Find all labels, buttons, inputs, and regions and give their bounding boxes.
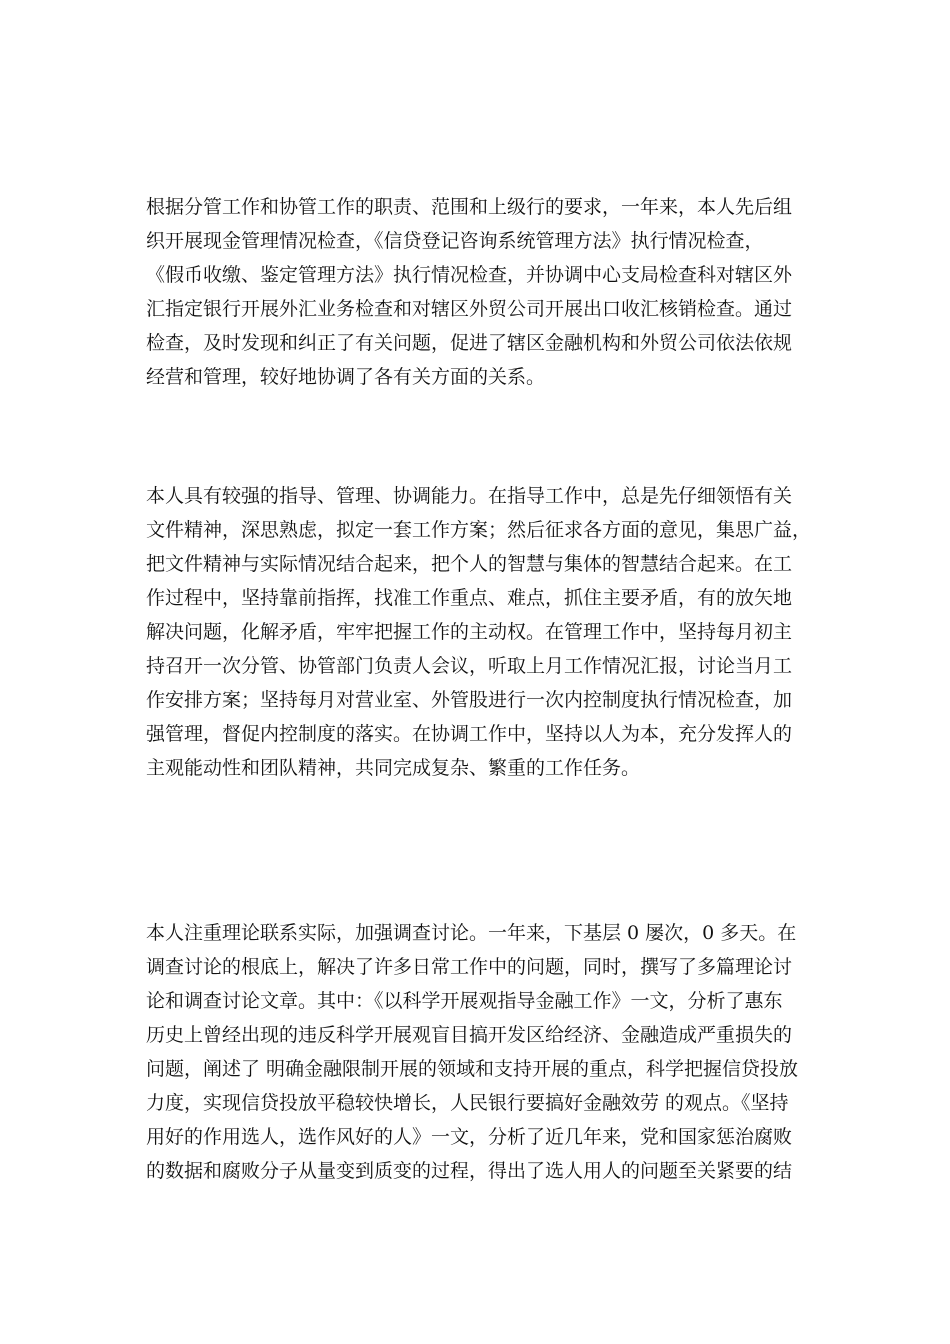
- paragraph-line: 持召开一次分管、协管部门负责人会议，听取上月工作情况汇报，讨论当月工: [146, 655, 793, 677]
- paragraph-line: 解决问题，化解矛盾，牢牢把握工作的主动权。在管理工作中，坚持每月初主: [146, 621, 793, 643]
- paragraph-line: 论和调查讨论文章。其中：《以科学开展观指导金融工作》一文，分析了惠东: [146, 990, 783, 1012]
- paragraph-theory-research: [146, 916, 806, 1188]
- paragraph-line: 把文件精神与实际情况结合起来，把个人的智慧与集体的智慧结合起来。在工: [146, 553, 793, 575]
- paragraph-line: 问题，阐述了 明确金融限制开展的领域和支持开展的重点，科学把握信贷投放: [146, 1058, 799, 1080]
- paragraph-line: 经营和管理，较好地协调了各有关方面的关系。: [146, 366, 546, 388]
- paragraph-line: 根据分管工作和协管工作的职责、范围和上级行的要求，一年来，本人先后组: [146, 196, 793, 218]
- paragraph-line: 文件精神，深思熟虑，拟定一套工作方案；然后征求各方面的意见，集思广益，: [146, 519, 812, 541]
- paragraph-line: 《假币收缴、鉴定管理方法》执行情况检查，并协调中心支局检查科对辖区外: [146, 264, 793, 286]
- paragraph-line: 作安排方案；坚持每月对营业室、外管股进行一次内控制度执行情况检查，加: [146, 689, 793, 711]
- paragraph-line: 检查，及时发现和纠正了有关问题，促进了辖区金融机构和外贸公司依法依规: [146, 332, 793, 354]
- paragraph-line: 的数据和腐败分子从量变到质变的过程，得出了选人用人的问题至关紧要的结: [146, 1160, 793, 1182]
- paragraph-line: 织开展现金管理情况检查，《信贷登记咨询系统管理方法》执行情况检查，: [146, 230, 764, 252]
- paragraph-line: 主观能动性和团队精神，共同完成复杂、繁重的工作任务。: [146, 757, 641, 779]
- paragraph-line: 汇指定银行开展外汇业务检查和对辖区外贸公司开展出口收汇核销检查。通过: [146, 298, 793, 320]
- paragraph-line: 强管理，督促内控制度的落实。在协调工作中，坚持以人为本，充分发挥人的: [146, 723, 793, 745]
- paragraph-line: 用好的作用选人，选作风好的人》一文，分析了近几年来，党和国家惩治腐败: [146, 1126, 793, 1148]
- paragraph-line: 调查讨论的根底上，解决了许多日常工作中的问题，同时，撰写了多篇理论讨: [146, 956, 793, 978]
- paragraph-line: 作过程中，坚持靠前指挥，找准工作重点、难点，抓住主要矛盾，有的放矢地: [146, 587, 793, 609]
- paragraph-management-ability: [146, 479, 812, 785]
- paragraph-line: 历史上曾经出现的违反科学开展观盲目搞开发区给经济、金融造成严重损失的: [146, 1024, 793, 1046]
- paragraph-line: 力度，实现信贷投放平稳较快增长，人民银行要搞好金融效劳 的观点。《坚持: [146, 1092, 789, 1114]
- paragraph-line: 本人具有较强的指导、管理、协调能力。在指导工作中，总是先仔细领悟有关: [146, 485, 793, 507]
- paragraph-inspection-work: [146, 190, 806, 394]
- paragraph-line: 本人注重理论联系实际，加强调查讨论。一年来，下基层 0 屡次，0 多天。在: [146, 922, 797, 944]
